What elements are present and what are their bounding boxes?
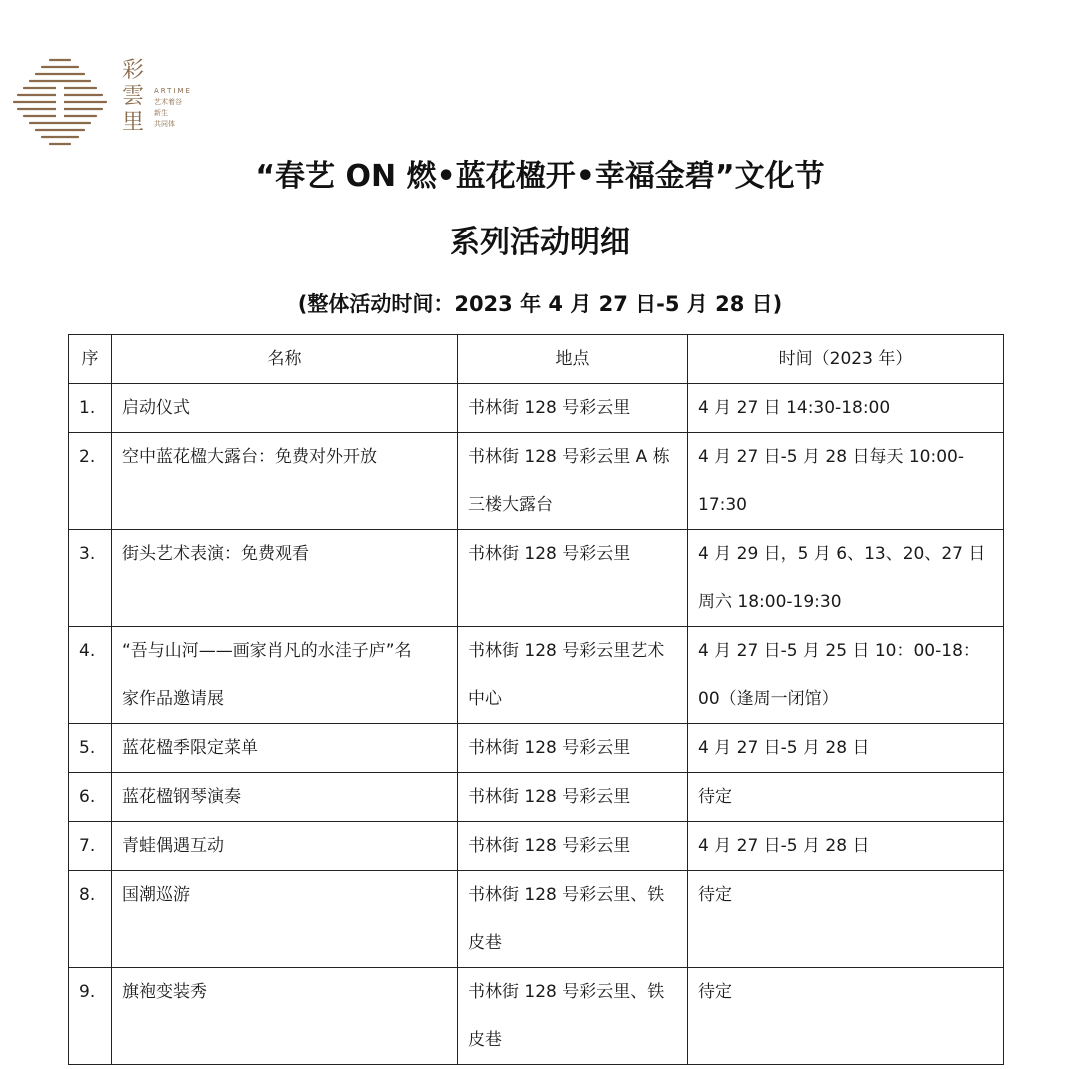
cell-time (688, 968, 1004, 1065)
cell-place (458, 773, 688, 822)
table-row (69, 773, 1004, 822)
table-header-row (69, 335, 1004, 384)
header-time: 时间（2023 年） (688, 335, 1004, 384)
cell-place (458, 822, 688, 871)
cell-time (688, 822, 1004, 871)
table-row (69, 968, 1004, 1065)
cell-name (112, 968, 458, 1065)
time-line: 4 月 27 日-5 月 28 日每天 10:00- (698, 447, 964, 467)
logo-emblem-icon (12, 56, 108, 148)
place-line: 书林街 128 号彩云里 (468, 398, 631, 418)
logo-tagline: ARTIME 艺术着谷 新生 共同体 (154, 87, 192, 128)
time-line: 4 月 29 日，5 月 6、13、20、27 日 (698, 544, 986, 564)
page-subtitle-title: 系列活动明细 (450, 225, 630, 260)
cell-place (458, 530, 688, 627)
name-line: 家作品邀请展 (122, 689, 224, 709)
cell-name (112, 530, 458, 627)
row-number: 9. (69, 968, 112, 1065)
time-line: 4 月 27 日-5 月 28 日 (698, 738, 870, 758)
table-row (69, 871, 1004, 968)
name-line: 蓝花楹季限定菜单 (122, 738, 258, 758)
header-no: 序 (69, 335, 112, 384)
page-title: “春艺 ON 燃•蓝花楹开•幸福金碧”文化节 (255, 159, 825, 194)
name-line: 街头艺术表演：免费观看 (122, 544, 309, 564)
time-line: 待定 (698, 885, 732, 905)
cell-name (112, 384, 458, 433)
place-line: 书林街 128 号彩云里、铁 (468, 885, 665, 905)
cell-place (458, 433, 688, 530)
cell-place (458, 627, 688, 724)
place-line: 三楼大露台 (468, 495, 553, 515)
table-row (69, 384, 1004, 433)
place-line: 书林街 128 号彩云里、铁 (468, 982, 665, 1002)
place-line: 书林街 128 号彩云里 (468, 738, 631, 758)
time-line: 17:30 (698, 495, 747, 515)
cell-time (688, 773, 1004, 822)
cell-time (688, 433, 1004, 530)
table-row (69, 822, 1004, 871)
cell-name (112, 871, 458, 968)
cell-name (112, 773, 458, 822)
logo-chinese-name: 彩 雲 里 (121, 58, 144, 135)
place-line: 书林街 128 号彩云里 (468, 836, 631, 856)
time-line: 待定 (698, 787, 732, 807)
place-line: 皮巷 (468, 933, 502, 953)
cell-time (688, 384, 1004, 433)
name-line: 空中蓝花楹大露台：免费对外开放 (122, 447, 377, 467)
place-line: 书林街 128 号彩云里 (468, 787, 631, 807)
place-line: 书林街 128 号彩云里 A 栋 (468, 447, 670, 467)
name-line: 蓝花楹钢琴演奏 (122, 787, 241, 807)
cell-name (112, 822, 458, 871)
brand-logo (12, 52, 202, 148)
row-number: 5. (69, 724, 112, 773)
name-line: “吾与山河——画家肖凡的水洼子庐”名 (122, 641, 412, 661)
cell-time (688, 627, 1004, 724)
cell-name (112, 433, 458, 530)
row-number: 8. (69, 871, 112, 968)
name-line: 国潮巡游 (122, 885, 190, 905)
cell-name (112, 724, 458, 773)
row-number: 1. (69, 384, 112, 433)
cell-place (458, 384, 688, 433)
place-line: 书林街 128 号彩云里 (468, 544, 631, 564)
overall-period: (整体活动时间：2023 年 4 月 27 日-5 月 28 日) (297, 292, 783, 316)
time-line: 4 月 27 日-5 月 25 日 10：00-18： (698, 641, 980, 661)
row-number: 6. (69, 773, 112, 822)
row-number: 2. (69, 433, 112, 530)
row-number: 7. (69, 822, 112, 871)
row-number: 4. (69, 627, 112, 724)
activity-table (68, 334, 1004, 1065)
header-place: 地点 (458, 335, 688, 384)
cell-place (458, 968, 688, 1065)
table-row (69, 724, 1004, 773)
table-row (69, 530, 1004, 627)
time-line: 周六 18:00-19:30 (698, 592, 842, 612)
header-name: 名称 (112, 335, 458, 384)
time-line: 00（逢周一闭馆） (698, 689, 839, 709)
cell-place (458, 871, 688, 968)
place-line: 书林街 128 号彩云里艺术 (468, 641, 665, 661)
name-line: 旗袍变装秀 (122, 982, 207, 1002)
table-row (69, 433, 1004, 530)
cell-time (688, 530, 1004, 627)
time-line: 4 月 27 日-5 月 28 日 (698, 836, 870, 856)
name-line: 青蛙偶遇互动 (122, 836, 224, 856)
table-body (69, 384, 1004, 1065)
place-line: 皮巷 (468, 1030, 502, 1050)
time-line: 4 月 27 日 14:30-18:00 (698, 398, 891, 418)
table-row (69, 627, 1004, 724)
cell-place (458, 724, 688, 773)
name-line: 启动仪式 (122, 398, 190, 418)
row-number: 3. (69, 530, 112, 627)
time-line: 待定 (698, 982, 732, 1002)
cell-name (112, 627, 458, 724)
cell-time (688, 724, 1004, 773)
cell-time (688, 871, 1004, 968)
place-line: 中心 (468, 689, 502, 709)
